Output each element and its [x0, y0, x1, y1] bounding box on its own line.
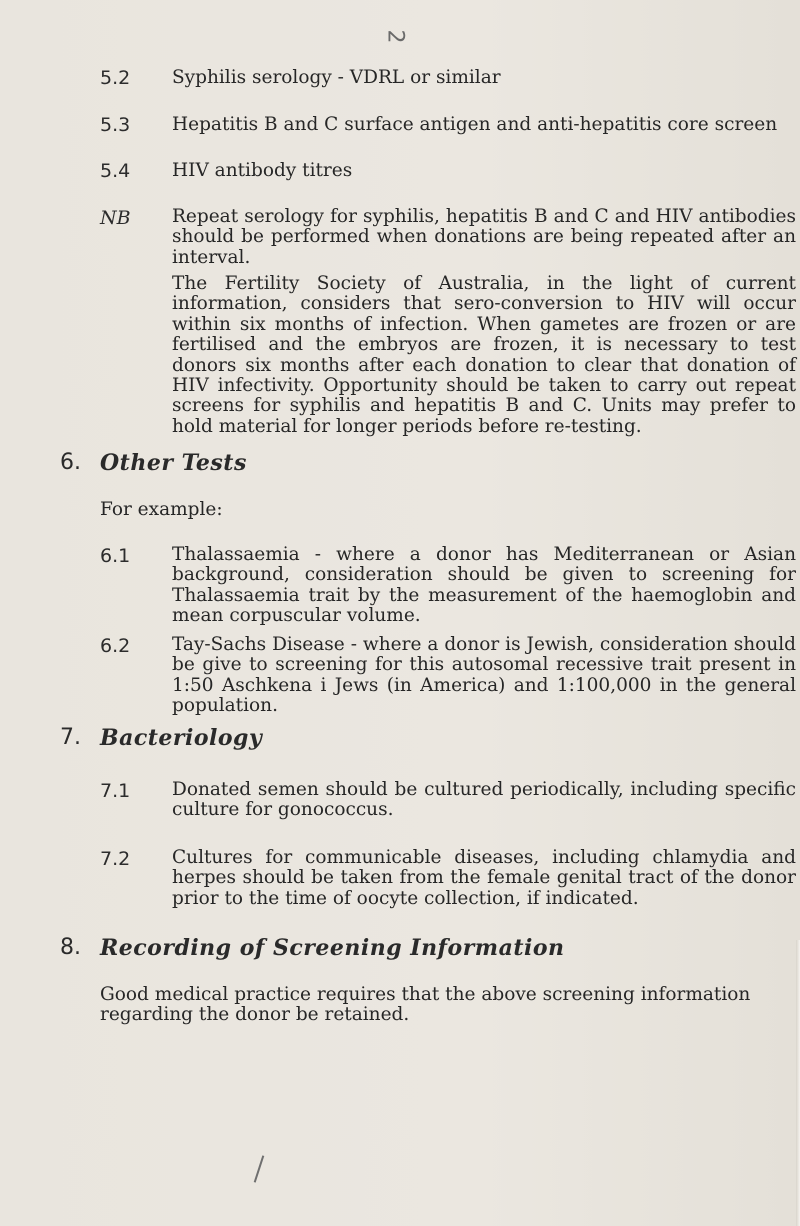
item-number-7-2: 7.2: [100, 848, 131, 870]
page-edge-shadow: [796, 940, 800, 1226]
section-8-number: 8.: [60, 935, 81, 960]
item-text-7-1: Donated semen should be cultured periodically, including specific culture for gonococcus.: [172, 779, 796, 821]
nb-text: Repeat serology for syphilis, hepatitis B and C and HIV antibodies should be performed when donations are being repeated after an interval.: [172, 206, 796, 268]
nb-paragraph: The Fertility Society of Australia, in the light of current information, considers that sero-conversion to HIV will occur within six months of infection. When gametes are frozen or are fertilised and the embryos are frozen, it is necessary to test donors six months after each donation to clear that donation of HIV infectivity. Opportunity should be taken to carry out repeat screens for syphilis and hepatitis B and C. Units may prefer to hold material for longer periods before re-testing.: [172, 273, 796, 437]
item-text-5-2: Syphilis serology - VDRL or similar: [172, 67, 501, 88]
nb-label: NB: [100, 207, 131, 229]
item-text-7-2: Cultures for communicable diseases, including chlamydia and herpes should be taken from the female genital tract of the donor prior to the time of oocyte collection, if indicated.: [172, 847, 796, 909]
item-text-5-4: HIV antibody titres: [172, 160, 353, 181]
item-number-5-3: 5.3: [100, 114, 131, 136]
item-number-6-2: 6.2: [100, 635, 131, 657]
item-number-5-4: 5.4: [100, 160, 131, 182]
item-text-6-1: Thalassaemia - where a donor has Mediterranean or Asian background, consideration should be given to screening for Thalassaemia trait by the measurement of the haemoglobin and mean corpuscular volume.: [172, 544, 796, 627]
section-8-title: Recording of Screening Information: [100, 935, 565, 961]
section-7-number: 7.: [60, 725, 81, 750]
pen-mark: [254, 1155, 265, 1182]
section-8-text: Good medical practice requires that the above screening information regarding the donor be retained.: [100, 984, 751, 1026]
section-6-number: 6.: [60, 450, 81, 475]
item-text-5-3: Hepatitis B and C surface antigen and anti-hepatitis core screen: [172, 114, 778, 135]
section-7-title: Bacteriology: [100, 725, 263, 751]
item-number-6-1: 6.1: [100, 545, 131, 567]
section-6-intro: For example:: [100, 499, 223, 520]
item-number-7-1: 7.1: [100, 780, 131, 802]
page-number: 2: [382, 29, 408, 44]
item-number-5-2: 5.2: [100, 67, 131, 89]
section-6-title: Other Tests: [100, 450, 247, 476]
item-text-6-2: Tay-Sachs Disease - where a donor is Jewish, consideration should be give to screening for this autosomal recessive trait present in 1:50 Aschkena i Jews (in America) and 1:100,000 in the general population.: [172, 634, 796, 717]
